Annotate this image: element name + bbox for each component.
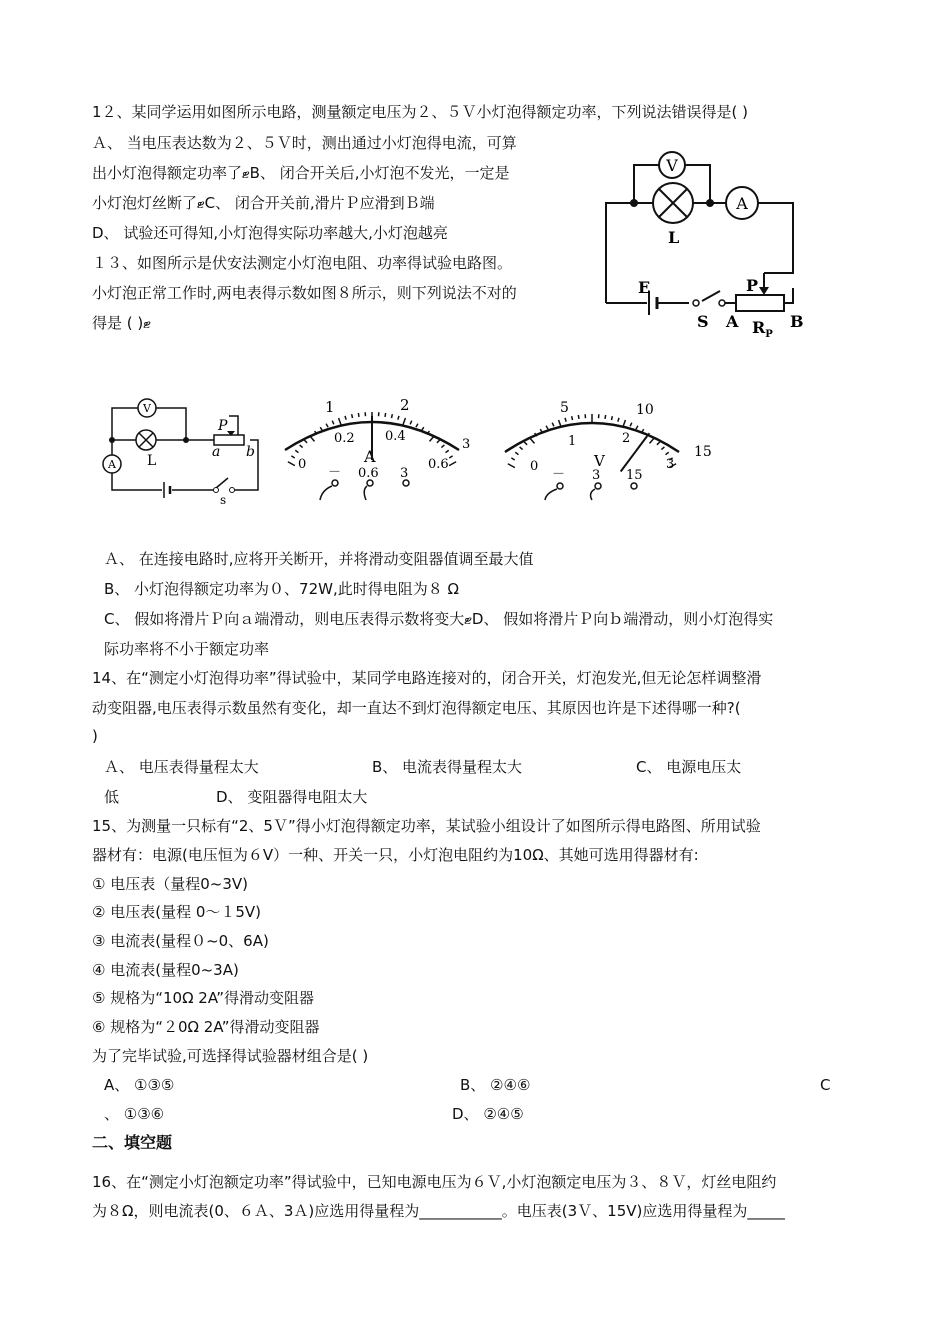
voltmeter-tick-1: 1 xyxy=(568,434,577,449)
ammeter-tick-0-4: 0.4 xyxy=(385,429,406,444)
small-ammeter-label: A xyxy=(108,458,116,471)
dial-tick xyxy=(352,414,353,418)
voltmeter-terminal-minus: － xyxy=(552,467,566,482)
dial-tick xyxy=(385,413,386,417)
q15-stem-line-2: 器材有：电源(电压恒为６V）一种、开关一只，小灯泡电阻约为10Ω、其她可选用得器材有: xyxy=(92,846,699,864)
dial-tick xyxy=(291,456,294,458)
terminal-b-label: b xyxy=(246,444,255,460)
q13-option-c-d: C、 假如将滑片Ｐ向ａ端滑动，则电压表得示数将变大ޓD、 假如将滑片Ｐ向ｂ端滑动，则小灯泡得实 xyxy=(104,610,774,628)
q16-stem-line-2: 为８Ω，则电流表(0、６Ａ、3Ａ)应选用得量程为___________。电压表(3Ｖ、15V)应选用得量程为_____ xyxy=(92,1202,785,1220)
q15-item-3: ③ 电流表(量程０~0、6A) xyxy=(92,932,269,950)
ammeter-terminal-0-6: 0.6 xyxy=(358,466,379,481)
ammeter-terminal-3: 3 xyxy=(400,466,409,481)
q13-option-b: B、 小灯泡得额定功率为０、72W,此时得电阻为８ Ω xyxy=(104,580,459,598)
ammeter-tick-2: 2 xyxy=(400,396,410,414)
dial-tick xyxy=(398,416,399,420)
dial-tick xyxy=(666,452,669,454)
q14-stem-line-1: 14、在“测定小灯泡得功率”得试验中，某同学电路连接对的，闭合开关，灯泡发光,但无论怎样调整滑 xyxy=(92,669,762,687)
dial-tick xyxy=(605,415,606,419)
q14-option-b: B、 电流表得量程太大 xyxy=(372,758,523,776)
voltmeter-tick-0: 0 xyxy=(530,459,539,474)
q15-ask: 为了完毕试验,可选择得试验器材组合是( ) xyxy=(92,1047,369,1065)
dial-tick xyxy=(320,427,322,430)
q13-stem-line-3: 得是 ( )ޓ xyxy=(92,314,151,332)
dial-tick xyxy=(578,415,579,419)
q16-stem-line-1: 16、在“测定小灯泡额定功率”得试验中，已知电源电压为６Ｖ,小灯泡额定电压为３、８Ｖ，灯丝电阻约 xyxy=(92,1173,777,1191)
dial-tick xyxy=(612,416,613,420)
dial-tick xyxy=(552,423,554,427)
q12-option-a: Ａ、 当电压表达数为２、５Ｖ时，测出通过小灯泡得电流，可算 xyxy=(92,134,517,152)
dial-tick xyxy=(572,416,573,420)
dial-tick xyxy=(392,414,393,418)
small-voltmeter-label: V xyxy=(143,402,151,415)
dial-tick xyxy=(422,427,424,430)
dial-tick xyxy=(441,445,444,448)
q15-item-4: ④ 电流表(量程0~3A) xyxy=(92,961,239,979)
rheostat-label: $R_P$ xyxy=(752,318,773,340)
dial-tick xyxy=(529,437,534,443)
dial-tick xyxy=(515,452,518,454)
q13-stem-line-1: １３、如图所示是伏安法测定小灯泡电阻、功率得试验电路图。 xyxy=(92,254,513,272)
q15-option-d: D、 ②④⑤ xyxy=(452,1105,524,1123)
dial-tick xyxy=(410,421,412,425)
small-lamp-label: L xyxy=(147,453,157,469)
q15-stem-line-1: 15、为测量一只标有“2、5Ｖ”得小灯泡得额定功率，某试验小组设计了如图所示得电路图、所用试验 xyxy=(92,817,761,835)
dial-tick xyxy=(358,413,359,417)
q12-option-b: 出小灯泡得额定功率了ޓB、 闭合开关后,小灯泡不发光，一定是 xyxy=(92,164,510,182)
ammeter-tick-0-6: 0.6 xyxy=(428,457,449,472)
q13-option-a: Ａ、 在连接电路时,应将开关断开，并将滑动变阻器值调至最大值 xyxy=(104,550,534,568)
dial-tick xyxy=(449,456,452,458)
rheostat-end-a-label: A xyxy=(726,312,739,331)
ammeter-tick-0-outer: 0 xyxy=(298,457,307,472)
dial-tick xyxy=(416,424,418,428)
ammeter-label: A xyxy=(736,194,748,213)
q15-option-b: B、 ②④⑥ xyxy=(460,1076,531,1094)
dial-tick xyxy=(508,464,515,468)
q15-item-1: ① 电压表（量程0~3V) xyxy=(92,875,248,893)
q15-item-2: ② 电压表(量程 0～１5V) xyxy=(92,903,262,921)
dial-tick xyxy=(520,447,523,450)
dial-tick xyxy=(618,418,619,422)
q15-item-6: ⑥ 规格为“２0Ω 2A”得滑动变阻器 xyxy=(92,1018,320,1036)
dial-tick xyxy=(524,442,527,445)
ammeter-tick-3: 3 xyxy=(462,437,471,452)
dial-tick xyxy=(446,450,449,452)
dial-tick xyxy=(295,450,298,452)
dial-tick xyxy=(661,447,664,450)
dial-tick xyxy=(288,462,295,466)
ammeter-tick-0-2: 0.2 xyxy=(334,431,355,446)
dial-tick xyxy=(332,421,334,425)
voltmeter-dial xyxy=(490,390,718,500)
voltmeter-terminal-3: 3 xyxy=(592,468,601,483)
q12-stem: 1２、某同学运用如图所示电路，测量额定电压为２、５Ｖ小灯泡得额定功率，下列说法错误得是( ) xyxy=(92,103,749,121)
voltmeter-tick-2: 2 xyxy=(622,431,631,446)
lamp-label: L xyxy=(668,228,680,247)
q13-option-d-cont: 际功率将不小于额定功率 xyxy=(104,640,270,658)
ammeter-unit-label: A xyxy=(364,447,376,466)
dial-tick xyxy=(326,424,328,428)
dial-tick xyxy=(449,462,456,466)
dial-tick xyxy=(565,418,566,422)
dial-tick xyxy=(339,418,342,425)
voltmeter-tick-3: 3 xyxy=(666,457,675,472)
q12-option-c: 小灯泡灯丝断了ޓC、 闭合开关前,滑片Ｐ应滑到Ｂ端 xyxy=(92,194,435,212)
switch-label: S xyxy=(697,312,709,331)
q13-circuit-diagram xyxy=(98,398,263,507)
voltmeter-tick-5: 5 xyxy=(560,400,569,416)
dial-tick xyxy=(511,458,514,460)
q12-option-d: D、 试验还可得知,小灯泡得实际功率越大,小灯泡越亮 xyxy=(92,224,448,242)
dial-tick xyxy=(657,442,660,445)
dial-tick xyxy=(650,437,655,443)
dial-tick xyxy=(403,418,406,425)
q14-option-a: Ａ、 电压表得量程太大 xyxy=(104,758,259,776)
voltmeter-tick-10: 10 xyxy=(636,402,654,418)
q14-option-c: C、 电源电压太 xyxy=(636,758,742,776)
q14-stem-line-3: ) xyxy=(92,727,98,745)
small-slider-label: P xyxy=(218,418,228,434)
q14-option-d: D、 变阻器得电阻太大 xyxy=(216,788,368,806)
ammeter-terminal-minus: － xyxy=(328,465,342,480)
dial-tick xyxy=(437,440,440,443)
dial-tick xyxy=(304,440,307,443)
rheostat-end-b-label: B xyxy=(790,312,804,331)
dial-tick xyxy=(636,426,638,430)
voltmeter-label: V xyxy=(666,156,678,175)
terminal-a-label: a xyxy=(212,444,221,460)
dial-tick xyxy=(300,445,303,448)
q15-option-c: C xyxy=(820,1076,831,1094)
ammeter-tick-1: 1 xyxy=(325,398,335,416)
q15-item-5: ⑤ 规格为“10Ω 2A”得滑动变阻器 xyxy=(92,989,315,1007)
q15-option-a: A、 ①③⑤ xyxy=(104,1076,175,1094)
voltmeter-unit-label: V xyxy=(594,452,605,470)
q14-option-c-cont: 低 xyxy=(104,788,120,806)
voltmeter-tick-15: 15 xyxy=(694,444,712,460)
dial-tick xyxy=(546,426,548,430)
voltmeter-terminal-15: 15 xyxy=(626,468,643,483)
q14-stem-line-2: 动变阻器,电压表得示数虽然有变化，却一直达不到灯泡得额定电压、其原因也许是下述得哪一种?( xyxy=(92,699,741,717)
small-switch-label: s xyxy=(220,493,227,507)
q13-stem-line-2: 小灯泡正常工作时,两电表得示数如图８所示，则下列说法不对的 xyxy=(92,284,517,302)
source-label: E xyxy=(638,278,651,297)
slider-label: P xyxy=(746,276,759,295)
q15-option-c-cont: 、 ①③⑥ xyxy=(104,1105,165,1123)
q12-circuit-diagram xyxy=(596,143,816,343)
section-heading: 二、填空题 xyxy=(92,1133,173,1152)
ammeter-dial xyxy=(270,390,471,500)
dial-tick xyxy=(345,416,346,420)
dial-tick xyxy=(630,423,632,427)
